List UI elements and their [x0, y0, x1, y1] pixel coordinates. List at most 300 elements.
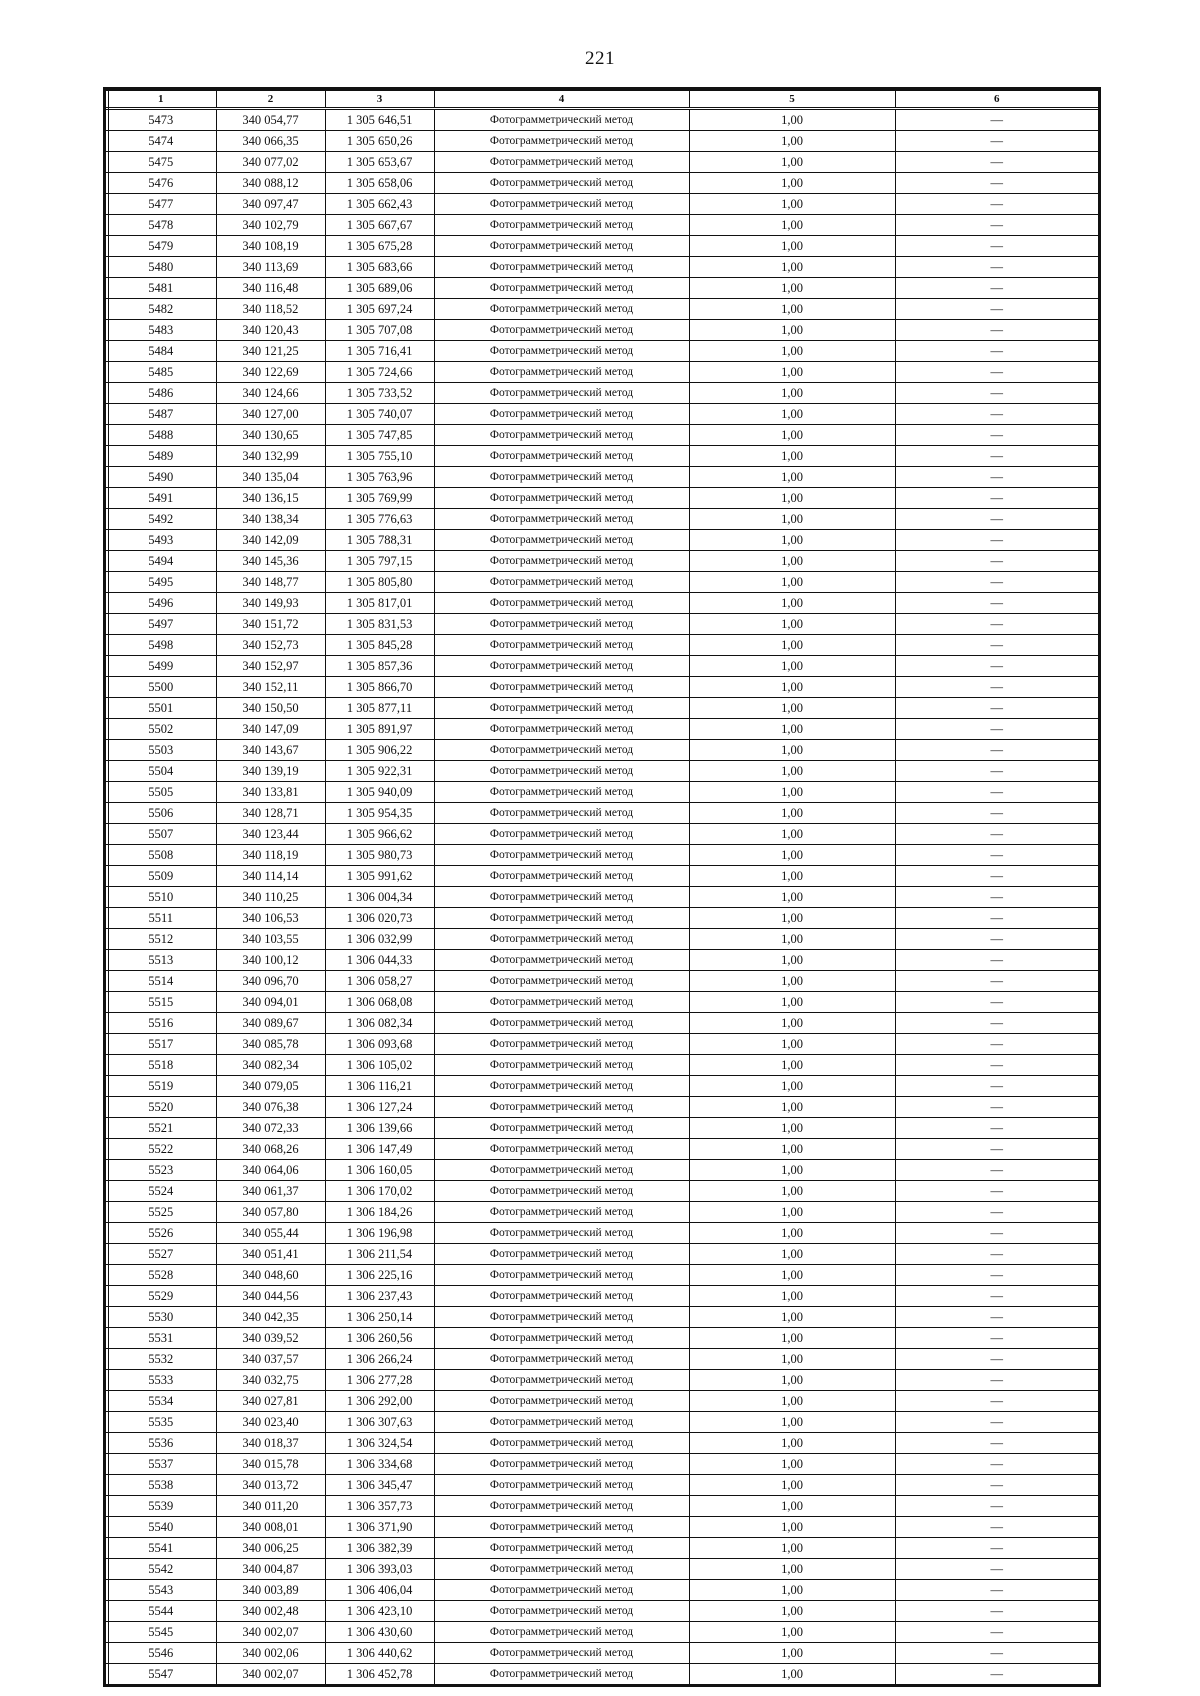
y-coordinate-cell: 1 306 160,05	[325, 1160, 434, 1181]
accuracy-cell: 1,00	[689, 1370, 895, 1391]
table-row	[106, 341, 1098, 362]
note-cell: —	[895, 467, 1098, 488]
note-cell: —	[895, 1034, 1098, 1055]
accuracy-cell: 1,00	[689, 1139, 895, 1160]
table-row	[106, 1433, 1098, 1454]
y-coordinate-cell: 1 306 260,56	[325, 1328, 434, 1349]
table-row	[106, 1580, 1098, 1601]
point-number-cell: 5526	[106, 1223, 216, 1244]
table-row	[106, 1559, 1098, 1580]
table-body	[106, 109, 1098, 1685]
y-coordinate-cell: 1 305 733,52	[325, 383, 434, 404]
x-coordinate-cell: 340 152,97	[216, 656, 325, 677]
accuracy-cell: 1,00	[689, 1223, 895, 1244]
x-coordinate-cell: 340 120,43	[216, 320, 325, 341]
table-row	[106, 698, 1098, 719]
point-number-cell: 5473	[106, 109, 216, 131]
table-row	[106, 109, 1098, 131]
y-coordinate-cell: 1 305 658,06	[325, 173, 434, 194]
note-cell: —	[895, 1517, 1098, 1538]
table-row	[106, 530, 1098, 551]
y-coordinate-cell: 1 306 277,28	[325, 1370, 434, 1391]
method-cell: Фотограмметрический метод	[434, 1244, 689, 1265]
method-cell: Фотограмметрический метод	[434, 1223, 689, 1244]
point-number-cell: 5545	[106, 1622, 216, 1643]
method-cell: Фотограмметрический метод	[434, 1307, 689, 1328]
note-cell: —	[895, 866, 1098, 887]
table-row	[106, 614, 1098, 635]
method-cell: Фотограмметрический метод	[434, 425, 689, 446]
point-number-cell: 5482	[106, 299, 216, 320]
y-coordinate-cell: 1 305 940,09	[325, 782, 434, 803]
accuracy-cell: 1,00	[689, 1076, 895, 1097]
point-number-cell: 5479	[106, 236, 216, 257]
table-row	[106, 383, 1098, 404]
accuracy-cell: 1,00	[689, 152, 895, 173]
y-coordinate-cell: 1 305 755,10	[325, 446, 434, 467]
point-number-cell: 5537	[106, 1454, 216, 1475]
x-coordinate-cell: 340 004,87	[216, 1559, 325, 1580]
table-row	[106, 1265, 1098, 1286]
column-header: 2	[216, 91, 325, 109]
note-cell: —	[895, 109, 1098, 131]
y-coordinate-cell: 1 305 991,62	[325, 866, 434, 887]
y-coordinate-cell: 1 306 307,63	[325, 1412, 434, 1433]
point-number-cell: 5543	[106, 1580, 216, 1601]
table-row	[106, 320, 1098, 341]
accuracy-cell: 1,00	[689, 509, 895, 530]
accuracy-cell: 1,00	[689, 173, 895, 194]
y-coordinate-cell: 1 305 740,07	[325, 404, 434, 425]
y-coordinate-cell: 1 306 357,73	[325, 1496, 434, 1517]
method-cell: Фотограмметрический метод	[434, 488, 689, 509]
accuracy-cell: 1,00	[689, 845, 895, 866]
point-number-cell: 5544	[106, 1601, 216, 1622]
table-row	[106, 950, 1098, 971]
y-coordinate-cell: 1 306 044,33	[325, 950, 434, 971]
table-row	[106, 1412, 1098, 1433]
method-cell: Фотограмметрический метод	[434, 1097, 689, 1118]
accuracy-cell: 1,00	[689, 656, 895, 677]
y-coordinate-cell: 1 306 237,43	[325, 1286, 434, 1307]
point-number-cell: 5518	[106, 1055, 216, 1076]
x-coordinate-cell: 340 132,99	[216, 446, 325, 467]
note-cell: —	[895, 719, 1098, 740]
table-row	[106, 1622, 1098, 1643]
accuracy-cell: 1,00	[689, 887, 895, 908]
table-row	[106, 1118, 1098, 1139]
point-number-cell: 5481	[106, 278, 216, 299]
point-number-cell: 5523	[106, 1160, 216, 1181]
table-row	[106, 782, 1098, 803]
table-row	[106, 1160, 1098, 1181]
note-cell: —	[895, 1307, 1098, 1328]
accuracy-cell: 1,00	[689, 1034, 895, 1055]
x-coordinate-cell: 340 072,33	[216, 1118, 325, 1139]
y-coordinate-cell: 1 305 724,66	[325, 362, 434, 383]
table-row	[106, 845, 1098, 866]
point-number-cell: 5497	[106, 614, 216, 635]
note-cell: —	[895, 488, 1098, 509]
note-cell: —	[895, 425, 1098, 446]
table-row	[106, 551, 1098, 572]
accuracy-cell: 1,00	[689, 824, 895, 845]
point-number-cell: 5538	[106, 1475, 216, 1496]
table-row	[106, 1349, 1098, 1370]
note-cell: —	[895, 1223, 1098, 1244]
method-cell: Фотограмметрический метод	[434, 908, 689, 929]
point-number-cell: 5504	[106, 761, 216, 782]
point-number-cell: 5489	[106, 446, 216, 467]
table-row	[106, 152, 1098, 173]
x-coordinate-cell: 340 085,78	[216, 1034, 325, 1055]
point-number-cell: 5486	[106, 383, 216, 404]
point-number-cell: 5488	[106, 425, 216, 446]
table-row	[106, 1643, 1098, 1664]
note-cell: —	[895, 152, 1098, 173]
note-cell: —	[895, 1118, 1098, 1139]
accuracy-cell: 1,00	[689, 1160, 895, 1181]
accuracy-cell: 1,00	[689, 236, 895, 257]
coordinates-table-frame	[103, 87, 1101, 1687]
table-header-row	[106, 91, 1098, 109]
y-coordinate-cell: 1 305 817,01	[325, 593, 434, 614]
point-number-cell: 5505	[106, 782, 216, 803]
note-cell: —	[895, 215, 1098, 236]
point-number-cell: 5546	[106, 1643, 216, 1664]
y-coordinate-cell: 1 306 393,03	[325, 1559, 434, 1580]
accuracy-cell: 1,00	[689, 404, 895, 425]
table-row	[106, 299, 1098, 320]
point-number-cell: 5534	[106, 1391, 216, 1412]
x-coordinate-cell: 340 100,12	[216, 950, 325, 971]
x-coordinate-cell: 340 003,89	[216, 1580, 325, 1601]
note-cell: —	[895, 1097, 1098, 1118]
method-cell: Фотограмметрический метод	[434, 992, 689, 1013]
method-cell: Фотограмметрический метод	[434, 929, 689, 950]
note-cell: —	[895, 383, 1098, 404]
point-number-cell: 5502	[106, 719, 216, 740]
y-coordinate-cell: 1 305 980,73	[325, 845, 434, 866]
table-row	[106, 509, 1098, 530]
x-coordinate-cell: 340 042,35	[216, 1307, 325, 1328]
accuracy-cell: 1,00	[689, 551, 895, 572]
x-coordinate-cell: 340 152,11	[216, 677, 325, 698]
x-coordinate-cell: 340 088,12	[216, 173, 325, 194]
note-cell: —	[895, 782, 1098, 803]
method-cell: Фотограмметрический метод	[434, 677, 689, 698]
point-number-cell: 5475	[106, 152, 216, 173]
point-number-cell: 5539	[106, 1496, 216, 1517]
note-cell: —	[895, 1433, 1098, 1454]
note-cell: —	[895, 404, 1098, 425]
x-coordinate-cell: 340 013,72	[216, 1475, 325, 1496]
method-cell: Фотограмметрический метод	[434, 1118, 689, 1139]
table-row	[106, 971, 1098, 992]
table-row	[106, 215, 1098, 236]
point-number-cell: 5532	[106, 1349, 216, 1370]
table-row	[106, 719, 1098, 740]
table-row	[106, 1034, 1098, 1055]
accuracy-cell: 1,00	[689, 950, 895, 971]
note-cell: —	[895, 950, 1098, 971]
point-number-cell: 5480	[106, 257, 216, 278]
x-coordinate-cell: 340 143,67	[216, 740, 325, 761]
accuracy-cell: 1,00	[689, 992, 895, 1013]
x-coordinate-cell: 340 002,06	[216, 1643, 325, 1664]
table-row	[106, 1475, 1098, 1496]
point-number-cell: 5495	[106, 572, 216, 593]
x-coordinate-cell: 340 136,15	[216, 488, 325, 509]
y-coordinate-cell: 1 305 797,15	[325, 551, 434, 572]
method-cell: Фотограмметрический метод	[434, 845, 689, 866]
table-row	[106, 992, 1098, 1013]
y-coordinate-cell: 1 305 788,31	[325, 530, 434, 551]
y-coordinate-cell: 1 305 776,63	[325, 509, 434, 530]
accuracy-cell: 1,00	[689, 109, 895, 131]
accuracy-cell: 1,00	[689, 1286, 895, 1307]
column-header: 6	[895, 91, 1098, 109]
point-number-cell: 5517	[106, 1034, 216, 1055]
y-coordinate-cell: 1 305 763,96	[325, 467, 434, 488]
accuracy-cell: 1,00	[689, 1601, 895, 1622]
method-cell: Фотограмметрический метод	[434, 1664, 689, 1685]
y-coordinate-cell: 1 305 689,06	[325, 278, 434, 299]
y-coordinate-cell: 1 305 805,80	[325, 572, 434, 593]
note-cell: —	[895, 698, 1098, 719]
note-cell: —	[895, 1559, 1098, 1580]
x-coordinate-cell: 340 150,50	[216, 698, 325, 719]
point-number-cell: 5499	[106, 656, 216, 677]
note-cell: —	[895, 1244, 1098, 1265]
note-cell: —	[895, 1664, 1098, 1685]
x-coordinate-cell: 340 118,52	[216, 299, 325, 320]
column-header: 3	[325, 91, 434, 109]
method-cell: Фотограмметрический метод	[434, 1370, 689, 1391]
note-cell: —	[895, 1160, 1098, 1181]
note-cell: —	[895, 1370, 1098, 1391]
x-coordinate-cell: 340 142,09	[216, 530, 325, 551]
point-number-cell: 5500	[106, 677, 216, 698]
y-coordinate-cell: 1 306 127,24	[325, 1097, 434, 1118]
method-cell: Фотограмметрический метод	[434, 698, 689, 719]
x-coordinate-cell: 340 152,73	[216, 635, 325, 656]
x-coordinate-cell: 340 064,06	[216, 1160, 325, 1181]
y-coordinate-cell: 1 306 116,21	[325, 1076, 434, 1097]
method-cell: Фотограмметрический метод	[434, 971, 689, 992]
method-cell: Фотограмметрический метод	[434, 1013, 689, 1034]
note-cell: —	[895, 362, 1098, 383]
method-cell: Фотограмметрический метод	[434, 1265, 689, 1286]
point-number-cell: 5542	[106, 1559, 216, 1580]
x-coordinate-cell: 340 018,37	[216, 1433, 325, 1454]
point-number-cell: 5496	[106, 593, 216, 614]
method-cell: Фотограмметрический метод	[434, 803, 689, 824]
table-row	[106, 887, 1098, 908]
x-coordinate-cell: 340 076,38	[216, 1097, 325, 1118]
accuracy-cell: 1,00	[689, 446, 895, 467]
x-coordinate-cell: 340 149,93	[216, 593, 325, 614]
x-coordinate-cell: 340 037,57	[216, 1349, 325, 1370]
accuracy-cell: 1,00	[689, 1055, 895, 1076]
table-row	[106, 908, 1098, 929]
accuracy-cell: 1,00	[689, 740, 895, 761]
point-number-cell: 5533	[106, 1370, 216, 1391]
x-coordinate-cell: 340 122,69	[216, 362, 325, 383]
method-cell: Фотограмметрический метод	[434, 656, 689, 677]
x-coordinate-cell: 340 148,77	[216, 572, 325, 593]
x-coordinate-cell: 340 002,48	[216, 1601, 325, 1622]
point-number-cell: 5522	[106, 1139, 216, 1160]
x-coordinate-cell: 340 055,44	[216, 1223, 325, 1244]
y-coordinate-cell: 1 305 747,85	[325, 425, 434, 446]
point-number-cell: 5507	[106, 824, 216, 845]
table-row	[106, 278, 1098, 299]
y-coordinate-cell: 1 306 292,00	[325, 1391, 434, 1412]
note-cell: —	[895, 740, 1098, 761]
note-cell: —	[895, 1286, 1098, 1307]
method-cell: Фотограмметрический метод	[434, 1202, 689, 1223]
accuracy-cell: 1,00	[689, 1118, 895, 1139]
y-coordinate-cell: 1 305 966,62	[325, 824, 434, 845]
method-cell: Фотограмметрический метод	[434, 1517, 689, 1538]
accuracy-cell: 1,00	[689, 530, 895, 551]
method-cell: Фотограмметрический метод	[434, 257, 689, 278]
point-number-cell: 5547	[106, 1664, 216, 1685]
table-row	[106, 194, 1098, 215]
note-cell: —	[895, 173, 1098, 194]
accuracy-cell: 1,00	[689, 257, 895, 278]
point-number-cell: 5521	[106, 1118, 216, 1139]
method-cell: Фотограмметрический метод	[434, 761, 689, 782]
table-row	[106, 1370, 1098, 1391]
coordinates-table	[106, 90, 1098, 1684]
accuracy-cell: 1,00	[689, 1496, 895, 1517]
method-cell: Фотограмметрический метод	[434, 446, 689, 467]
accuracy-cell: 1,00	[689, 488, 895, 509]
accuracy-cell: 1,00	[689, 1391, 895, 1412]
x-coordinate-cell: 340 027,81	[216, 1391, 325, 1412]
point-number-cell: 5509	[106, 866, 216, 887]
note-cell: —	[895, 236, 1098, 257]
table-row	[106, 446, 1098, 467]
point-number-cell: 5485	[106, 362, 216, 383]
y-coordinate-cell: 1 305 650,26	[325, 131, 434, 152]
table-row	[106, 929, 1098, 950]
note-cell: —	[895, 1643, 1098, 1664]
method-cell: Фотограмметрический метод	[434, 593, 689, 614]
x-coordinate-cell: 340 133,81	[216, 782, 325, 803]
note-cell: —	[895, 614, 1098, 635]
accuracy-cell: 1,00	[689, 908, 895, 929]
note-cell: —	[895, 509, 1098, 530]
table-row	[106, 572, 1098, 593]
note-cell: —	[895, 1580, 1098, 1601]
accuracy-cell: 1,00	[689, 131, 895, 152]
method-cell: Фотограмметрический метод	[434, 1475, 689, 1496]
table-row	[106, 1286, 1098, 1307]
x-coordinate-cell: 340 015,78	[216, 1454, 325, 1475]
method-cell: Фотограмметрический метод	[434, 1412, 689, 1433]
page-number: 221	[585, 48, 615, 69]
accuracy-cell: 1,00	[689, 1538, 895, 1559]
method-cell: Фотограмметрический метод	[434, 509, 689, 530]
note-cell: —	[895, 656, 1098, 677]
point-number-cell: 5512	[106, 929, 216, 950]
method-cell: Фотограмметрический метод	[434, 1034, 689, 1055]
method-cell: Фотограмметрический метод	[434, 530, 689, 551]
x-coordinate-cell: 340 002,07	[216, 1664, 325, 1685]
x-coordinate-cell: 340 011,20	[216, 1496, 325, 1517]
y-coordinate-cell: 1 306 147,49	[325, 1139, 434, 1160]
accuracy-cell: 1,00	[689, 467, 895, 488]
column-header: 1	[106, 91, 216, 109]
method-cell: Фотограмметрический метод	[434, 1139, 689, 1160]
accuracy-cell: 1,00	[689, 698, 895, 719]
point-number-cell: 5494	[106, 551, 216, 572]
note-cell: —	[895, 446, 1098, 467]
y-coordinate-cell: 1 306 250,14	[325, 1307, 434, 1328]
y-coordinate-cell: 1 305 683,66	[325, 257, 434, 278]
x-coordinate-cell: 340 108,19	[216, 236, 325, 257]
note-cell: —	[895, 824, 1098, 845]
table-row	[106, 1601, 1098, 1622]
method-cell: Фотограмметрический метод	[434, 1160, 689, 1181]
accuracy-cell: 1,00	[689, 1622, 895, 1643]
x-coordinate-cell: 340 130,65	[216, 425, 325, 446]
method-cell: Фотограмметрический метод	[434, 1643, 689, 1664]
y-coordinate-cell: 1 306 020,73	[325, 908, 434, 929]
y-coordinate-cell: 1 306 211,54	[325, 1244, 434, 1265]
method-cell: Фотограмметрический метод	[434, 719, 689, 740]
x-coordinate-cell: 340 079,05	[216, 1076, 325, 1097]
method-cell: Фотограмметрический метод	[434, 614, 689, 635]
method-cell: Фотограмметрический метод	[434, 341, 689, 362]
accuracy-cell: 1,00	[689, 1013, 895, 1034]
y-coordinate-cell: 1 306 058,27	[325, 971, 434, 992]
accuracy-cell: 1,00	[689, 1349, 895, 1370]
point-number-cell: 5478	[106, 215, 216, 236]
method-cell: Фотограмметрический метод	[434, 551, 689, 572]
point-number-cell: 5474	[106, 131, 216, 152]
point-number-cell: 5524	[106, 1181, 216, 1202]
accuracy-cell: 1,00	[689, 635, 895, 656]
table-row	[106, 173, 1098, 194]
x-coordinate-cell: 340 068,26	[216, 1139, 325, 1160]
table-row	[106, 1223, 1098, 1244]
y-coordinate-cell: 1 305 857,36	[325, 656, 434, 677]
method-cell: Фотограмметрический метод	[434, 635, 689, 656]
point-number-cell: 5487	[106, 404, 216, 425]
note-cell: —	[895, 1601, 1098, 1622]
accuracy-cell: 1,00	[689, 278, 895, 299]
x-coordinate-cell: 340 116,48	[216, 278, 325, 299]
note-cell: —	[895, 929, 1098, 950]
table-row	[106, 1181, 1098, 1202]
accuracy-cell: 1,00	[689, 1307, 895, 1328]
note-cell: —	[895, 1496, 1098, 1517]
method-cell: Фотограмметрический метод	[434, 1538, 689, 1559]
x-coordinate-cell: 340 023,40	[216, 1412, 325, 1433]
x-coordinate-cell: 340 032,75	[216, 1370, 325, 1391]
note-cell: —	[895, 1013, 1098, 1034]
method-cell: Фотограмметрический метод	[434, 572, 689, 593]
accuracy-cell: 1,00	[689, 362, 895, 383]
x-coordinate-cell: 340 097,47	[216, 194, 325, 215]
y-coordinate-cell: 1 305 922,31	[325, 761, 434, 782]
accuracy-cell: 1,00	[689, 614, 895, 635]
y-coordinate-cell: 1 306 430,60	[325, 1622, 434, 1643]
